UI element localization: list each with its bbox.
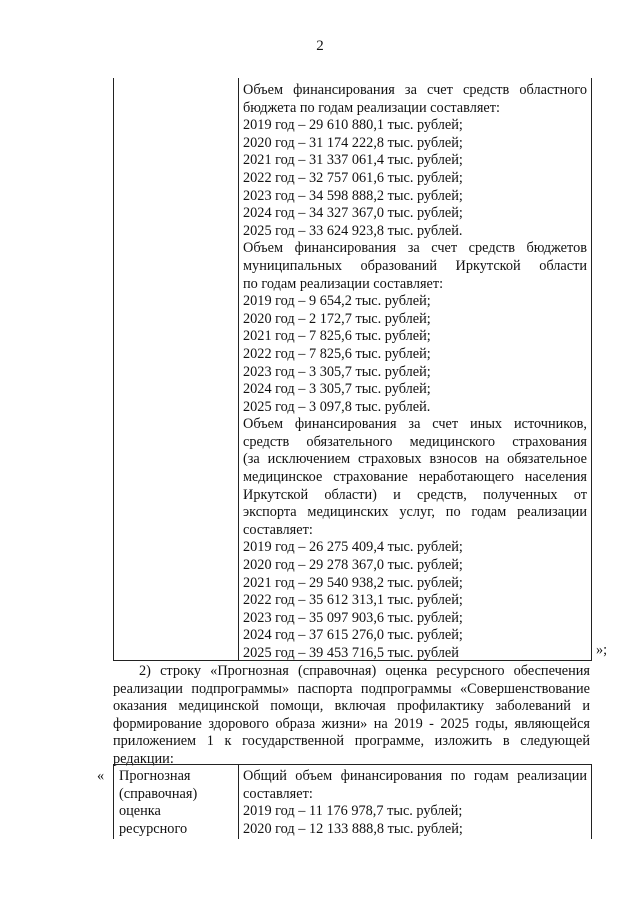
row-value-line: составляет: bbox=[243, 785, 313, 802]
text-line: средств обязательного медицинского страхования bbox=[243, 433, 587, 450]
text-line: 2024 год – 37 615 276,0 тыс. рублей; bbox=[243, 627, 463, 644]
text-line: 2024 год – 3 305,7 тыс. рублей; bbox=[243, 381, 431, 398]
text-line: по годам реализации составляет: bbox=[243, 275, 444, 292]
row-label-line: Прогнозная bbox=[119, 768, 191, 784]
text-line: 2020 год – 2 172,7 тыс. рублей; bbox=[243, 310, 431, 327]
closing-quote-mark: »; bbox=[596, 642, 608, 658]
text-line: 2020 год – 29 278 367,0 тыс. рублей; bbox=[243, 557, 463, 574]
amendment-paragraph bbox=[113, 663, 590, 769]
paragraph-line: редакции: bbox=[113, 750, 174, 767]
text-line: 2019 год – 26 275 409,4 тыс. рублей; bbox=[243, 539, 463, 556]
text-line: Объем финансирования за счет средств областного bbox=[243, 82, 587, 98]
text-line: 2020 год – 31 174 222,8 тыс. рублей; bbox=[243, 134, 463, 151]
page-number: 2 bbox=[316, 38, 324, 54]
row-label-line: оценка bbox=[119, 803, 161, 820]
text-line: 2023 год – 3 305,7 тыс. рублей; bbox=[243, 363, 431, 380]
text-line: Объем финансирования за счет иных источников, bbox=[243, 416, 587, 433]
funding-table-top bbox=[113, 78, 592, 661]
text-line: 2023 год – 35 097 903,6 тыс. рублей; bbox=[243, 609, 463, 626]
row-value-cell bbox=[243, 768, 587, 838]
text-line: 2023 год – 34 598 888,2 тыс. рублей; bbox=[243, 187, 463, 204]
text-line: 2025 год – 39 453 716,5 тыс. рублей bbox=[243, 645, 459, 661]
row-label-line: (справочная) bbox=[119, 785, 198, 802]
text-line: Иркутской области) и средств, полученных от bbox=[243, 486, 587, 503]
text-line: 2022 год – 32 757 061,6 тыс. рублей; bbox=[243, 169, 463, 186]
text-line: 2024 год – 34 327 367,0 тыс. рублей; bbox=[243, 205, 463, 222]
paragraph-line: формирование здорового образа жизни» на 2019 - 2025 годы, являющейся bbox=[113, 715, 590, 732]
paragraph-line: реализации подпрограммы» паспорта подпрограммы «Совершенствование bbox=[113, 680, 590, 697]
row-label-line: ресурсного bbox=[119, 820, 188, 837]
text-line: 2025 год – 3 097,8 тыс. рублей. bbox=[243, 398, 431, 415]
text-line: 2022 год – 7 825,6 тыс. рублей; bbox=[243, 345, 431, 362]
row-label-cell bbox=[119, 768, 233, 838]
funding-table-bottom bbox=[113, 764, 592, 839]
text-line: 2021 год – 29 540 938,2 тыс. рублей; bbox=[243, 574, 463, 591]
text-line: 2022 год – 35 612 313,1 тыс. рублей; bbox=[243, 592, 463, 609]
text-line: медицинское страхование неработающего населения bbox=[243, 469, 587, 486]
table-column-divider bbox=[238, 765, 239, 839]
text-line: (за исключением страховых взносов на обязательное bbox=[243, 451, 587, 468]
text-line: 2019 год – 29 610 880,1 тыс. рублей; bbox=[243, 117, 463, 134]
paragraph-line: приложением 1 к государственной программе, изложить в следующей bbox=[113, 733, 590, 750]
text-line: 2021 год – 31 337 061,4 тыс. рублей; bbox=[243, 152, 463, 169]
text-line: муниципальных образований Иркутской области bbox=[243, 257, 587, 274]
text-line: 2025 год – 33 624 923,8 тыс. рублей. bbox=[243, 222, 463, 239]
row-value-line: Общий объем финансирования по годам реализации bbox=[243, 768, 587, 784]
row-value-line: 2019 год – 11 176 978,7 тыс. рублей; bbox=[243, 803, 463, 820]
funding-text-cell bbox=[243, 82, 587, 663]
text-line: составляет: bbox=[243, 521, 313, 538]
text-line: Объем финансирования за счет средств бюджетов bbox=[243, 240, 587, 257]
opening-quote-mark: « bbox=[97, 768, 105, 784]
row-value-line: 2020 год – 12 133 888,8 тыс. рублей; bbox=[243, 820, 463, 837]
text-line: 2021 год – 7 825,6 тыс. рублей; bbox=[243, 328, 431, 345]
paragraph-line: оказания медицинской помощи, включая профилактику заболеваний и bbox=[113, 698, 590, 715]
paragraph-line: 2) строку «Прогнозная (справочная) оценка ресурсного обеспечения bbox=[139, 663, 590, 679]
table-column-divider bbox=[238, 78, 239, 660]
text-line: 2019 год – 9 654,2 тыс. рублей; bbox=[243, 293, 431, 310]
text-line: бюджета по годам реализации составляет: bbox=[243, 99, 500, 116]
text-line: экспорта медицинских услуг, по годам реализации bbox=[243, 504, 587, 521]
